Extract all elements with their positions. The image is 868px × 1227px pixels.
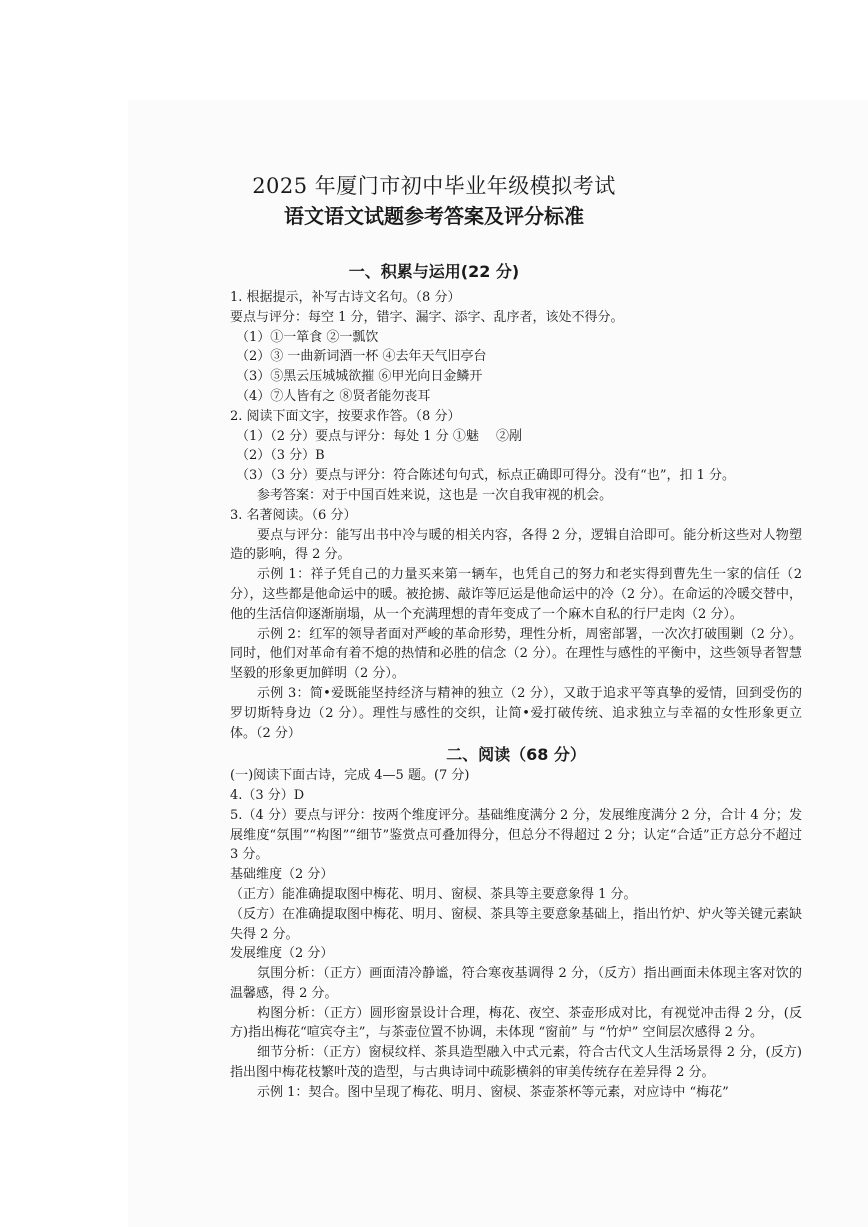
question-3-example-2: 示例 2：红军的领导者面对严峻的革命形势，理性分析，周密部署，一次次打破围剿（2 分）。同时，他们对革命有着不熄的热情和必胜的信念（2 分）。在理性与感性的平衡中，这些领导者智慧坚毅的形象更加鲜明（2 分）。 <box>230 626 802 682</box>
question-3-title: 3. 名著阅读。（6 分） <box>230 507 357 523</box>
exam-subtitle: 语文语文试题参考答案及评分标准 <box>284 204 584 228</box>
question-2-answer-3: （3）（3 分）要点与评分：符合陈述句句式，标点正确即可得分。没有“也”，扣 1 分。 <box>236 468 736 484</box>
section-heading-2: 二、阅读（68 分） <box>446 745 586 765</box>
atmosphere-analysis: 氛围分析：（正方）画面清冷静谧，符合寒夜基调得 2 分，（反方）指出画面未体现主客对饮的温馨感，得 2 分。 <box>230 966 802 1001</box>
question-2-reference: 参考答案：对于中国百姓来说，这也是 一次自我审视的机会。 <box>257 487 613 503</box>
question-1-answer: （2）③ 一曲新词酒一杯 ④去年天气旧亭台 <box>236 349 487 365</box>
question-5-rule: 5.（4 分）要点与评分：按两个维度评分。基础维度满分 2 分，发展维度满分 2 分，合计 4 分；发展维度“氛围”“构图”“细节”鉴赏点可叠加得分，但总分不得超过 2 分；认定“合适”正方总分不超过 3 分。 <box>230 807 802 863</box>
basic-dimension-negative: （反方）在准确提取图中梅花、明月、窗棂、茶具等主要意象基础上，指出竹炉、炉火等关键元素缺失得 2 分。 <box>230 906 803 942</box>
question-1-answer: （3）⑤黑云压城城欲摧 ⑥甲光向日金鳞开 <box>236 369 483 385</box>
question-2-title: 2. 阅读下面文字，按要求作答。（8 分） <box>230 408 461 424</box>
detail-analysis: 细节分析：（正方）窗棂纹样、茶具造型融入中式元素，符合古代文人生活场景得 2 分，(反方)指出图中梅花枝繁叶茂的造型，与古典诗词中疏影横斜的审美传统存在差异得 2 分。 <box>230 1045 802 1081</box>
question-3-example-3: 示例 3：简•爱既能坚持经济与精神的独立（2 分），又敢于追求平等真挚的爱情，回到受伤的罗切斯特身边（2 分）。理性与感性的交织，让简•爱打破传统、追求独立与幸福的女性形象更立体。（2 分） <box>230 685 802 741</box>
example-1: 示例 1：契合。图中呈现了梅花、明月、窗棂、茶壶茶杯等元素，对应诗中 “梅花” <box>257 1084 729 1100</box>
basic-dimension-heading: 基础维度（2 分） <box>230 867 334 883</box>
section-heading-1: 一、积累与运用(22 分) <box>348 262 520 281</box>
question-2-answer-2: （2）（3 分）B <box>236 448 325 464</box>
exam-title: 2025 年厦门市初中毕业年级模拟考试 <box>252 174 616 198</box>
part-1-instruction: (一)阅读下面古诗，完成 4—5 题。(7 分) <box>230 768 470 784</box>
question-3-example-1: 示例 1：祥子凭自己的力量买来第一辆车，也凭自己的努力和老实得到曹先生一家的信任（2 分），这些都是他命运中的暖。被抢掳、敲诈等厄运是他命运中的冷（2 分）。在命运的冷暖交替中，他的生活信仰逐渐崩塌，从一个充满理想的青年变成了一个麻木自私的行尸走肉（2 分）。 <box>230 567 802 622</box>
question-4-answer: 4.（3 分）D <box>230 787 305 803</box>
question-2-answer-1: （1）（2 分）要点与评分：每处 1 分 ①魅 ②剐 <box>236 428 522 444</box>
question-1-rule: 要点与评分：每空 1 分，错字、漏字、添字、乱序者，该处不得分。 <box>230 309 624 325</box>
composition-analysis: 构图分析：（正方）圆形窗景设计合理，梅花、夜空、茶壶形成对比，有视觉冲击得 2 分，(反方)指出梅花“喧宾夺主”，与茶壶位置不协调，未体现 “窗前” 与 “竹炉” 空间层次感得 2 分。 <box>230 1005 802 1041</box>
document-body <box>230 288 802 1103</box>
development-dimension-heading: 发展维度（2 分） <box>230 946 334 962</box>
question-3-rule: 要点与评分：能写出书中冷与暖的相关内容，各得 2 分，逻辑自洽即可。能分析这些对人物塑造的影响，得 2 分。 <box>230 527 802 563</box>
question-1-title: 1. 根据提示，补写古诗文名句。（8 分） <box>230 290 461 305</box>
basic-dimension-positive: （正方）能准确提取图中梅花、明月、窗棂、茶具等主要意象得 1 分。 <box>230 886 637 902</box>
question-1-answer: （4）⑦人皆有之 ⑧贤者能勿丧耳 <box>236 388 431 404</box>
question-1-answer: （1）①一箪食 ②一瓢饮 <box>236 329 379 345</box>
